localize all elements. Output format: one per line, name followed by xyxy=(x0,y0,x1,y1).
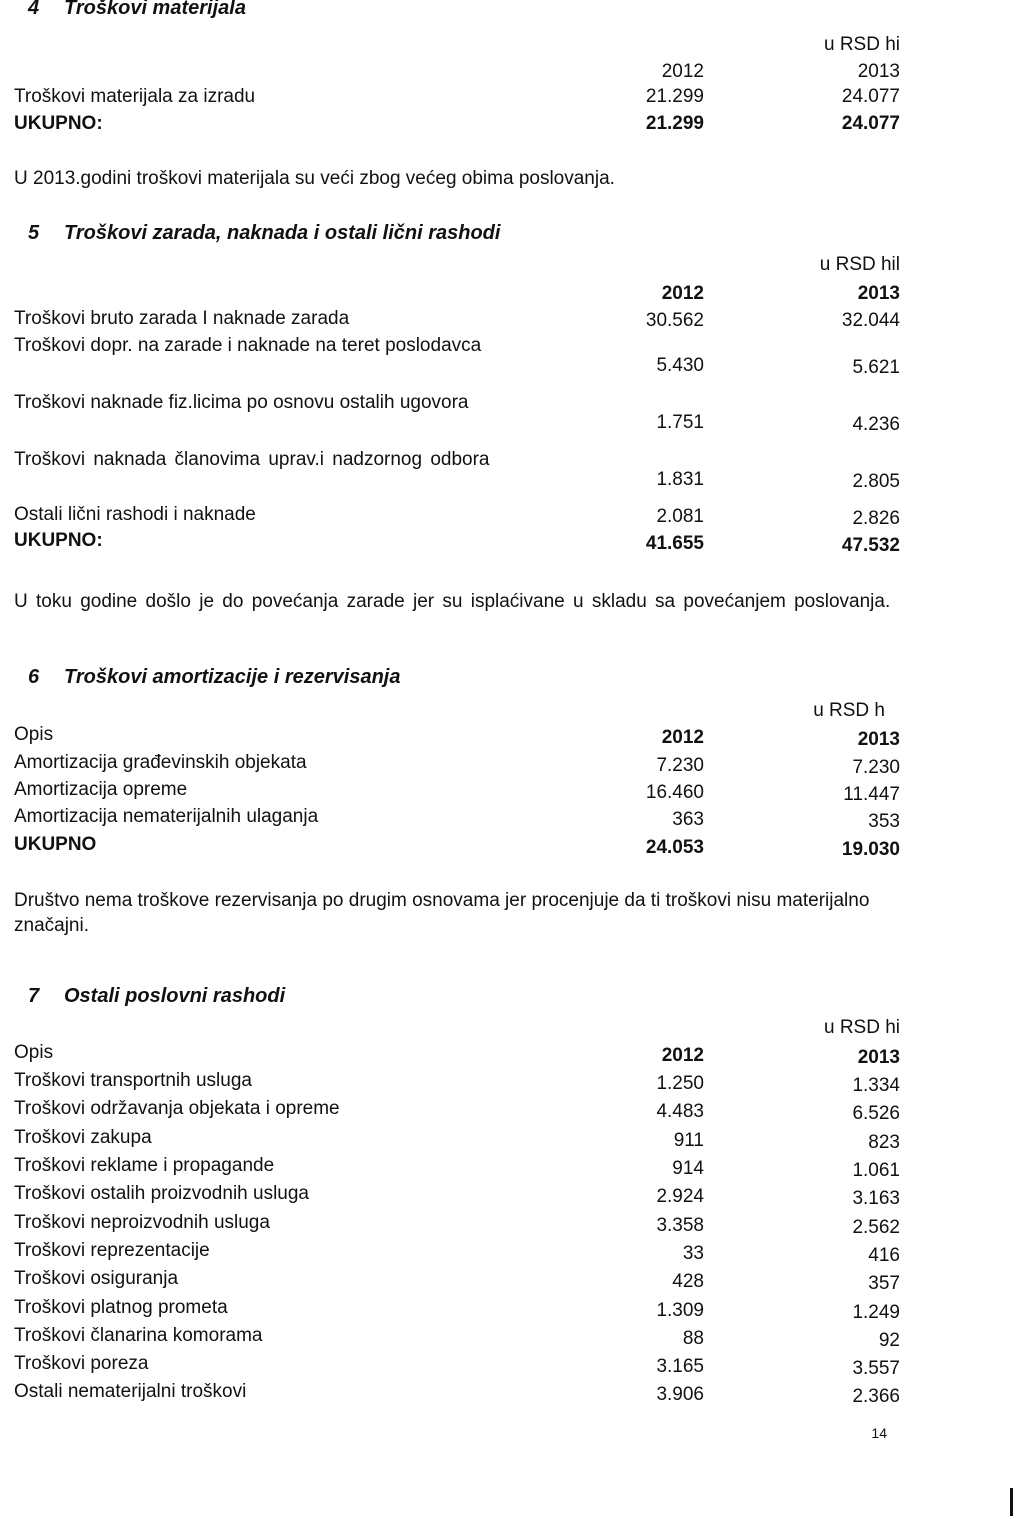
s7-row-2012: 1.250 xyxy=(656,1073,704,1094)
s7-row-2012: 911 xyxy=(673,1130,704,1151)
s7-row-2012: 4.483 xyxy=(656,1101,704,1122)
s6-row-label: Amortizacija nematerijalnih ulaganja xyxy=(14,806,319,827)
s7-row-2012: 33 xyxy=(682,1243,704,1264)
s5-row-label: Troškovi naknade fiz.licima po osnovu ostalih ugovora xyxy=(14,392,469,413)
s7-row-2013: 1.249 xyxy=(852,1302,900,1323)
s7-row-2013: 823 xyxy=(868,1132,900,1153)
section-5-note: U toku godine došlo je do povećanja zarade jer su isplaćivane u skladu sa povećanjem poslovanja. xyxy=(14,591,891,612)
page-number: 14 xyxy=(871,1425,887,1441)
s6-row-label: Amortizacija opreme xyxy=(14,779,188,800)
s7-row-label: Troškovi reklame i propagande xyxy=(14,1155,275,1176)
s7-row-label: Troškovi platnog prometa xyxy=(14,1297,228,1318)
s7-row-label: Ostali nematerijalni troškovi xyxy=(14,1381,247,1402)
s4-total-2012: 21.299 xyxy=(645,113,704,134)
s7-row-2013: 92 xyxy=(878,1330,900,1351)
s7-row-2012: 1.309 xyxy=(656,1300,704,1321)
section-6-note: Društvo nema troškove rezervisanja po drugim osnovama jer procenjuje da ti troškovi nisu materijalno značajni. xyxy=(14,890,870,936)
s7-row-2013: 2.366 xyxy=(852,1386,900,1407)
s5-row-2013: 4.236 xyxy=(852,414,900,435)
s7-row-2012: 428 xyxy=(672,1271,704,1292)
s5-row-2012: 1.831 xyxy=(656,469,704,490)
s6-row-2012: 7.230 xyxy=(656,755,704,776)
section-5-year-2013: 2013 xyxy=(857,283,900,304)
section-4-unit: u RSD hi xyxy=(823,34,900,55)
s7-row-2012: 2.924 xyxy=(656,1186,704,1207)
s7-row-2013: 357 xyxy=(868,1273,900,1294)
s7-row-2012: 3.358 xyxy=(656,1215,704,1236)
s7-row-2013: 2.562 xyxy=(852,1217,900,1238)
s7-row-label: Troškovi transportnih usluga xyxy=(14,1070,252,1091)
s5-row-label: Ostali lični rashodi i naknade xyxy=(14,504,256,525)
section-6-opis-header: Opis xyxy=(14,724,54,745)
section-7-opis-header: Opis xyxy=(14,1042,54,1063)
s7-row-2012: 88 xyxy=(682,1328,704,1349)
s7-row-label: Troškovi održavanja objekata i opreme xyxy=(14,1098,340,1119)
section-7-year-2013: 2013 xyxy=(857,1047,900,1068)
s4-row-2012: 21.299 xyxy=(645,86,704,107)
s5-row-2013: 5.621 xyxy=(852,357,900,378)
s6-row-label: Amortizacija građevinskih objekata xyxy=(14,752,307,773)
s7-row-2012: 914 xyxy=(672,1158,704,1179)
section-7-title: Ostali poslovni rashodi xyxy=(64,985,286,1007)
s6-row-2013: 7.230 xyxy=(852,757,900,778)
section-5-title: Troškovi zarada, naknada i ostali lični rashodi xyxy=(64,222,501,244)
section-7-number: 7 xyxy=(28,985,40,1007)
s5-total-2012: 41.655 xyxy=(645,533,704,554)
s4-total-label: UKUPNO: xyxy=(14,113,103,134)
section-4-title: Troškovi materijala xyxy=(64,0,246,19)
s5-row-2013: 2.805 xyxy=(852,471,900,492)
s7-row-2013: 416 xyxy=(868,1245,900,1266)
s7-row-2012: 3.165 xyxy=(656,1356,704,1377)
s6-total-2013: 19.030 xyxy=(841,839,900,860)
s7-row-2013: 6.526 xyxy=(852,1103,900,1124)
section-6-number: 6 xyxy=(28,666,40,688)
section-5-year-2012: 2012 xyxy=(661,283,704,304)
s5-row-2012: 5.430 xyxy=(656,355,704,376)
s7-row-2013: 3.163 xyxy=(852,1188,900,1209)
s6-row-2013: 11.447 xyxy=(843,784,900,805)
section-6-year-2012: 2012 xyxy=(661,727,704,748)
s5-row-label: Troškovi bruto zarada I naknade zarada xyxy=(14,308,350,329)
s7-row-label: Troškovi osiguranja xyxy=(14,1268,179,1289)
s6-total-2012: 24.053 xyxy=(645,837,704,858)
s7-row-label: Troškovi članarina komorama xyxy=(14,1325,263,1346)
section-4-year-2012: 2012 xyxy=(661,61,704,82)
section-6-year-2013: 2013 xyxy=(857,729,900,750)
section-5-number: 5 xyxy=(28,222,40,244)
s5-total-2013: 47.532 xyxy=(841,535,900,556)
s5-row-2012: 1.751 xyxy=(656,412,704,433)
s5-row-2012: 2.081 xyxy=(656,506,704,527)
section-7-year-2012: 2012 xyxy=(661,1045,704,1066)
section-7-unit: u RSD hi xyxy=(823,1017,900,1038)
s6-row-2012: 16.460 xyxy=(645,782,704,803)
section-6-title: Troškovi amortizacije i rezervisanja xyxy=(64,666,401,688)
s5-row-2012: 30.562 xyxy=(645,310,704,331)
s5-row-label: Troškovi naknada članovima uprav.i nadzornog odbora xyxy=(14,449,490,470)
section-4-note: U 2013.godini troškovi materijala su veći zbog većeg obima poslovanja. xyxy=(14,168,615,189)
s7-row-label: Troškovi ostalih proizvodnih usluga xyxy=(14,1183,310,1204)
s7-row-2012: 3.906 xyxy=(656,1384,704,1405)
s5-total-label: UKUPNO: xyxy=(14,530,103,551)
s4-row-label: Troškovi materijala za izradu xyxy=(14,86,256,107)
s7-row-label: Troškovi neproizvodnih usluga xyxy=(14,1212,270,1233)
s7-row-2013: 1.334 xyxy=(852,1075,900,1096)
s7-row-2013: 1.061 xyxy=(852,1160,900,1181)
s5-row-label: Troškovi dopr. na zarade i naknade na teret poslodavca xyxy=(14,335,482,356)
s5-row-2013: 2.826 xyxy=(852,508,900,529)
section-6-unit: u RSD h xyxy=(813,700,885,721)
s6-total-label: UKUPNO xyxy=(14,834,97,855)
s5-row-2013: 32.044 xyxy=(841,310,900,331)
s6-row-2013: 353 xyxy=(868,811,900,832)
s6-row-2012: 363 xyxy=(672,809,704,830)
s7-row-label: Troškovi reprezentacije xyxy=(14,1240,210,1261)
s4-total-2013: 24.077 xyxy=(841,113,900,134)
scan-edge-mark xyxy=(1010,1488,1013,1516)
section-4-number: 4 xyxy=(28,0,40,19)
s4-row-2013: 24.077 xyxy=(841,86,900,107)
s7-row-label: Troškovi poreza xyxy=(14,1353,149,1374)
s7-row-label: Troškovi zakupa xyxy=(14,1127,152,1148)
s7-row-2013: 3.557 xyxy=(852,1358,900,1379)
section-5-unit: u RSD hil xyxy=(819,254,900,275)
section-4-year-2013: 2013 xyxy=(857,61,900,82)
